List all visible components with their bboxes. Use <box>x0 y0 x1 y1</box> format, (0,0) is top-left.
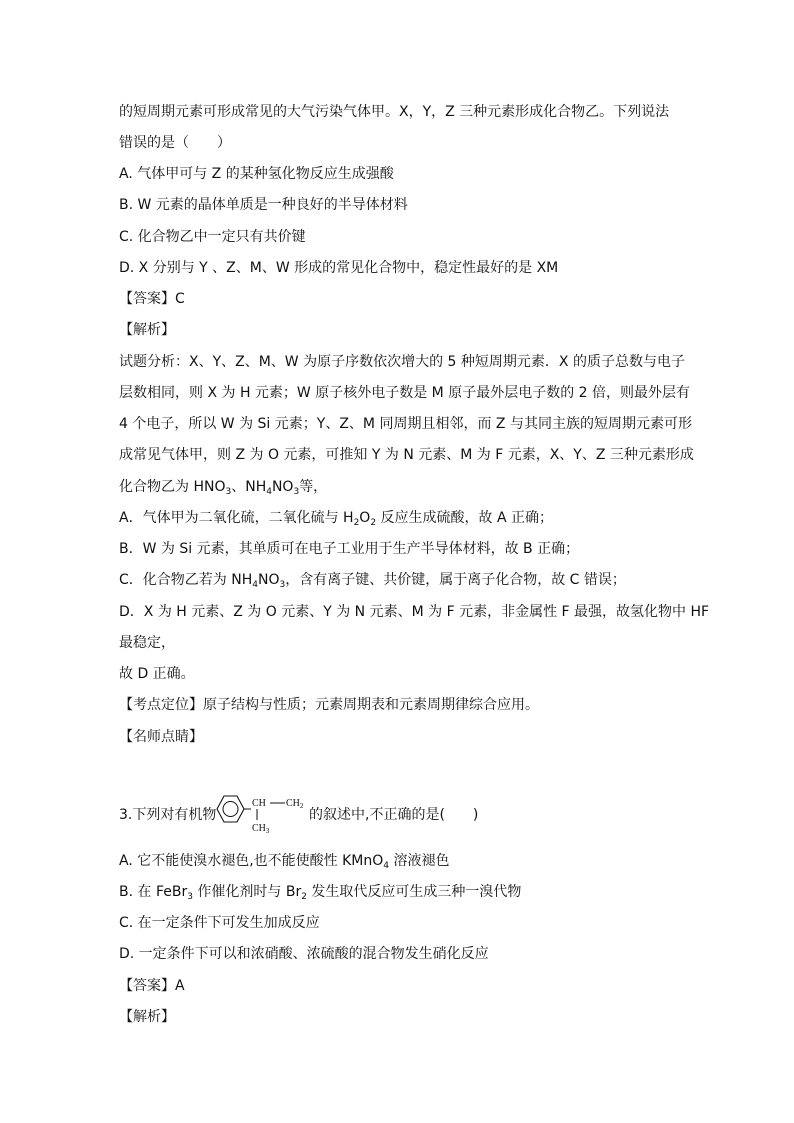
text: 等， <box>299 479 328 495</box>
subscript: 3 <box>293 487 300 497</box>
ch2-subscript: 2 <box>299 802 304 810</box>
q2-stem-line-1: 的短周期元素可形成常见的大气污染气体甲。X，Y，Z 三种元素形成化合物乙。下列说法 <box>119 104 670 120</box>
subscript: 2 <box>301 892 307 902</box>
answer-value: A <box>175 978 185 994</box>
analysis-line-9: D．X 为 H 元素、Z 为 O 元素、Y 为 N 元素、M 为 F 元素，非金属性 F 最强，故氢化物中 HF <box>119 604 710 620</box>
subscript: 4 <box>252 580 258 590</box>
q2-mingshi-label: 【名师点睛】 <box>119 729 203 745</box>
text: A．气体甲为二氧化硫，二氧化硫与 H <box>119 510 354 526</box>
text: A. 它不能使溴水褪色,也不能使酸性 KMnO <box>119 853 384 869</box>
analysis-line-10: 最稳定， <box>119 635 175 651</box>
subscript: 2 <box>370 518 377 528</box>
ch3-text: CH <box>252 823 266 834</box>
q2-option-b: B. W 元素的晶体单质是一种良好的半导体材料 <box>119 197 408 213</box>
analysis-line-2: 层数相同，则 X 为 H 元素；W 原子核外电子数是 M 原子最外层电子数的 2 倍，则最外层有 <box>119 385 690 401</box>
benzene-ring <box>217 796 244 822</box>
q2-kaodian <box>119 695 539 715</box>
ch3-label <box>252 823 270 834</box>
text: C．化合物乙若为 NH <box>119 572 253 588</box>
answer-label: 【答案】 <box>119 291 175 307</box>
ch2-label <box>286 798 304 810</box>
text: 化合物乙为 HNO <box>119 479 226 495</box>
q3-option-d: D. 一定条件下可以和浓硝酸、浓硫酸的混合物发生硝化反应 <box>119 946 489 962</box>
text: O <box>359 510 371 526</box>
q2-stem-line-2: 错误的是（ ） <box>119 135 231 151</box>
cumene-structure-diagram <box>213 788 313 834</box>
analysis-line-7: B．W 为 Si 元素，其单质可在电子工业用于生产半导体材料，故 B 正确； <box>119 541 580 557</box>
analysis-line-11: 故 D 正确。 <box>119 666 195 682</box>
text: 作催化剂时与 Br <box>192 884 302 900</box>
q3-option-a <box>119 851 449 876</box>
q2-analysis-label: 【解析】 <box>119 322 175 338</box>
q2-option-a: A. 气体甲可与 Z 的某种氢化物反应生成强酸 <box>119 166 394 182</box>
subscript: 3 <box>225 487 232 497</box>
text: NO <box>257 572 280 588</box>
ch2-text: CH <box>286 798 300 809</box>
analysis-line-4: 成常见气体甲，则 Z 为 O 元素，可推知 Y 为 N 元素、M 为 F 元素，X、Y、Z 三种元素形成 <box>119 447 694 463</box>
q3-analysis-label: 【解析】 <box>119 1009 175 1025</box>
subscript: 3 <box>279 580 286 590</box>
subscript: 3 <box>187 892 193 902</box>
answer-value: C <box>175 291 185 307</box>
text: ，含有离子键、共价键，属于离子化合物，故 C 错误； <box>285 572 626 588</box>
text: 、NH <box>231 479 267 495</box>
text: 发生取代反应可生成三种一溴代物 <box>306 884 522 900</box>
kaodian-value: 原子结构与性质；元素周期表和元素周期律综合应用。 <box>203 697 539 713</box>
analysis-line-8 <box>119 570 626 595</box>
q3-stem-prefix: 3.下列对有机物 <box>119 807 217 823</box>
q3-answer <box>119 976 185 996</box>
kaodian-label: 【考点定位】 <box>119 697 203 713</box>
analysis-line-3: 4 个电子，所以 W 为 Si 元素；Y、Z、M 同周期且相邻，而 Z 与其同主族的短周期元素可形 <box>119 416 692 432</box>
text: 溶液褪色 <box>389 853 450 869</box>
q3-stem-suffix: 的叙述中,不正确的是( ) <box>309 807 479 823</box>
subscript: 4 <box>383 861 390 871</box>
text: 反应生成硫酸，故 A 正确； <box>376 510 553 526</box>
aromatic-circle <box>223 802 238 817</box>
answer-label: 【答案】 <box>119 978 175 994</box>
q3-option-c: C. 在一定条件下可发生加成反应 <box>119 915 320 931</box>
q2-answer <box>119 289 185 309</box>
q2-option-c: C. 化合物乙中一定只有共价键 <box>119 229 306 245</box>
subscript: 4 <box>266 487 272 497</box>
q3-option-b <box>119 882 521 907</box>
analysis-line-1: 试题分析：X、Y、Z、M、W 为原子序数依次增大的 5 种短周期元素．X 的质子总数与电子 <box>119 354 685 370</box>
text: NO <box>271 479 294 495</box>
analysis-line-6 <box>119 508 553 533</box>
subscript: 2 <box>353 518 360 528</box>
ch3-subscript: 3 <box>265 827 270 834</box>
text: B. 在 FeBr <box>119 884 188 900</box>
ch-label: CH <box>252 798 266 809</box>
q2-option-d: D. X 分别与 Y 、Z、M、W 形成的常见化合物中，稳定性最好的是 XM <box>119 260 559 276</box>
analysis-line-5 <box>119 477 327 502</box>
